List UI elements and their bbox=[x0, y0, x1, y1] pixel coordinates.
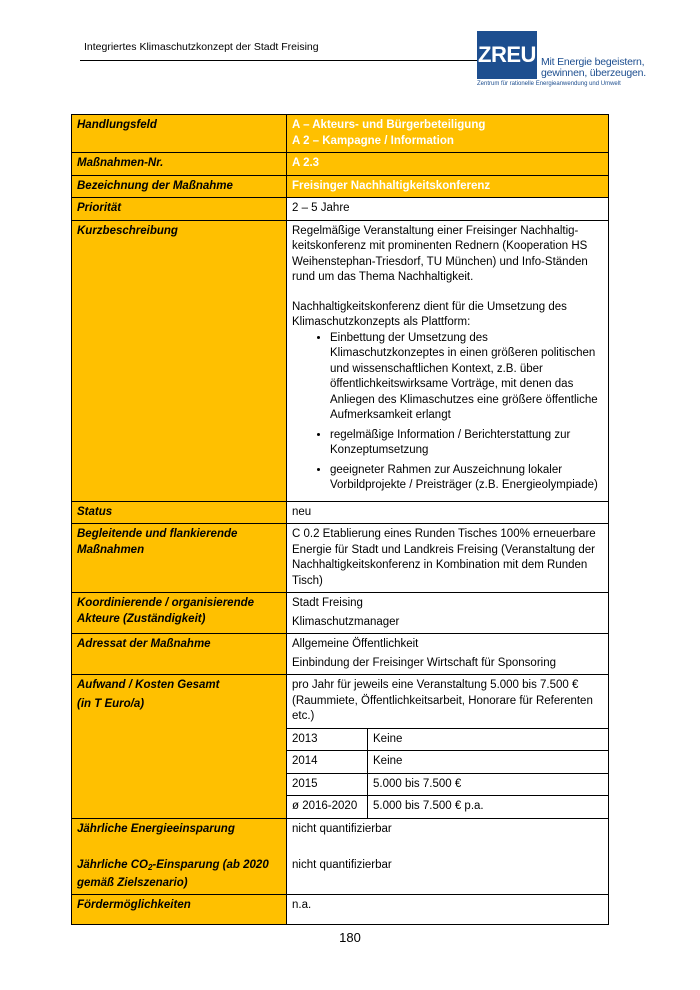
label-status: Status bbox=[72, 501, 287, 524]
logo-mark: ZREU bbox=[477, 31, 537, 79]
value-status: neu bbox=[287, 501, 609, 524]
label-kurzbeschreibung: Kurzbeschreibung bbox=[72, 220, 287, 501]
year-2014: 2014 bbox=[287, 751, 368, 774]
cost-2016-2020: 5.000 bis 7.500 € p.a. bbox=[368, 796, 609, 819]
adressat-line-2: Einbindung der Freisinger Wirtschaft für Sponsoring bbox=[292, 656, 556, 669]
kurzbeschreibung-paragraph-1: Regelmäßige Veranstaltung einer Freisinger Nachhaltig-keitskonferenz mit prominenten Rednern (Kooperation HS Weihenstephan-Triesdorf, TU München) und Info-Ständen rund um das Thema Nachhaltigkeit. bbox=[292, 224, 588, 283]
label-handlungsfeld: Handlungsfeld bbox=[72, 115, 287, 153]
co2-value: nicht quantifizierbar bbox=[292, 859, 392, 871]
year-2016-2020: ø 2016-2020 bbox=[287, 796, 368, 819]
table-row bbox=[72, 773, 609, 796]
value-bezeichnung: Freisinger Nachhaltigkeitskonferenz bbox=[287, 175, 609, 198]
cost-2015: 5.000 bis 7.500 € bbox=[368, 773, 609, 796]
row-massnahmen-nr bbox=[72, 153, 609, 176]
koordinierende-line-2: Klimaschutzmanager bbox=[292, 615, 400, 628]
table-row bbox=[72, 728, 609, 751]
table-row bbox=[72, 751, 609, 774]
handlungsfeld-line-1: A – Akteurs- und Bürgerbeteiligung bbox=[292, 119, 486, 131]
row-begleitende bbox=[72, 524, 609, 593]
koordinierende-line-1: Stadt Freising bbox=[292, 597, 363, 609]
row-foerder bbox=[72, 895, 609, 925]
value-prioritaet: 2 – 5 Jahre bbox=[287, 198, 609, 221]
row-adressat bbox=[72, 634, 609, 675]
value-koordinierende bbox=[287, 593, 609, 634]
label-massnahmen-nr: Maßnahmen-Nr. bbox=[72, 153, 287, 176]
list-item: • Einbettung der Umsetzung des Klimaschutzkonzeptes in einen größeren politischen und wissenschaftlichen Kontext, z.B. über öffentlichkeitswirksame Vorträge, mit denen das Anliegen des Klimaschutzes eine größere öffentliche Aufmerksamkeit erlangt bbox=[330, 331, 603, 424]
year-2013: 2013 bbox=[287, 728, 368, 751]
label-aufwand bbox=[72, 675, 287, 729]
page-number: 180 bbox=[339, 930, 361, 945]
label-prioritaet: Priorität bbox=[72, 198, 287, 221]
energie-label: Jährliche Energieeinsparung bbox=[77, 822, 235, 835]
kurzbeschreibung-bullet-list bbox=[292, 331, 603, 494]
measure-table bbox=[71, 114, 609, 925]
label-einsparung bbox=[72, 818, 287, 895]
cost-2014: Keine bbox=[368, 751, 609, 774]
list-item: • geeigneter Rahmen zur Auszeichnung lokaler Vorbildprojekte / Preisträger (z.B. Energieolympiade) bbox=[330, 463, 603, 494]
logo-subtitle: Zentrum für rationelle Energieanwendung und Umwelt bbox=[477, 81, 621, 87]
row-einsparung bbox=[72, 818, 609, 895]
value-adressat bbox=[287, 634, 609, 675]
label-bezeichnung: Bezeichnung der Maßnahme bbox=[72, 175, 287, 198]
aufwand-label-line-2: (in T Euro/a) bbox=[77, 697, 145, 710]
value-foerder: n.a. bbox=[287, 895, 609, 925]
co2-label: Jährliche $CO_2$-Einsparung (ab 2020 gemäß Zielszenario) bbox=[77, 859, 269, 889]
adressat-line-1: Allgemeine Öffentlichkeit bbox=[292, 638, 419, 650]
energie-value: nicht quantifizierbar bbox=[292, 822, 392, 835]
handlungsfeld-line-2: A 2 – Kampagne / Information bbox=[292, 134, 454, 147]
aufwand-label-line-1: Aufwand / Kosten Gesamt bbox=[77, 679, 220, 691]
row-status bbox=[72, 501, 609, 524]
row-kurzbeschreibung bbox=[72, 220, 609, 501]
value-massnahmen-nr: A 2.3 bbox=[287, 153, 609, 176]
value-begleitende: C 0.2 Etablierung eines Runden Tisches 100% erneuerbare Energie für Stadt und Landkreis Freising (Veranstaltung der Nachhaltigkeitskonferenz in Kombination mit dem Runden Tisch) bbox=[287, 524, 609, 593]
row-koordinierende bbox=[72, 593, 609, 634]
label-adressat: Adressat der Maßnahme bbox=[72, 634, 287, 675]
value-handlungsfeld bbox=[287, 115, 609, 153]
row-handlungsfeld bbox=[72, 115, 609, 153]
row-bezeichnung bbox=[72, 175, 609, 198]
value-aufwand: pro Jahr für jeweils eine Veranstaltung 5.000 bis 7.500 € (Raummiete, Öffentlichkeitsarbeit, Honorare für Referenten etc.) bbox=[287, 675, 609, 729]
row-aufwand bbox=[72, 675, 609, 729]
value-einsparung bbox=[287, 818, 609, 895]
label-foerder: Fördermöglichkeiten bbox=[72, 895, 287, 925]
label-begleitende: Begleitende und flankierende Maßnahmen bbox=[72, 524, 287, 593]
header-divider bbox=[80, 60, 478, 61]
cost-2013: Keine bbox=[368, 728, 609, 751]
table-row bbox=[72, 796, 609, 819]
document-header-title: Integriertes Klimaschutzkonzept der Stadt Freising bbox=[84, 41, 319, 53]
row-prioritaet bbox=[72, 198, 609, 221]
label-koordinierende: Koordinierende / organisierende Akteure (Zuständigkeit) bbox=[72, 593, 287, 634]
list-item: • regelmäßige Information / Berichterstattung zur Konzeptumsetzung bbox=[330, 428, 603, 459]
logo-slogan-line-1: Mit Energie begeistern, bbox=[541, 56, 645, 68]
logo-slogan-line-2: gewinnen, überzeugen. bbox=[541, 67, 646, 79]
kurzbeschreibung-paragraph-2: Nachhaltigkeitskonferenz dient für die Umsetzung des Klimaschutzkonzepts als Plattform: bbox=[292, 300, 567, 328]
year-2015: 2015 bbox=[287, 773, 368, 796]
zreu-logo bbox=[477, 31, 646, 91]
value-kurzbeschreibung bbox=[287, 220, 609, 501]
